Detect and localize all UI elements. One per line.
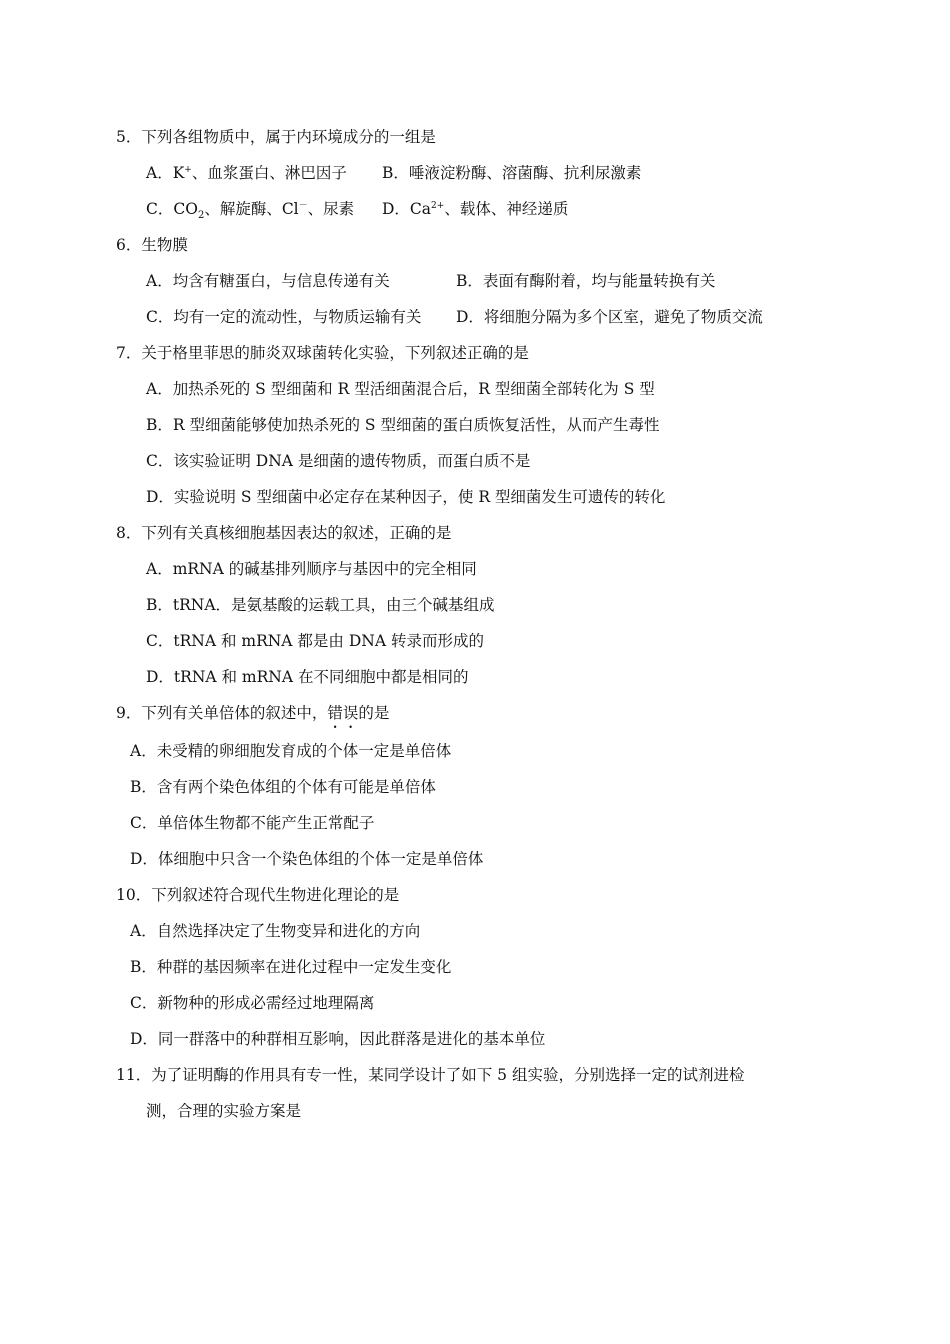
question-7-option-a: A．加热杀死的 S 型细菌和 R 型活细菌混合后，R 型细菌全部转化为 S 型 xyxy=(146,380,655,398)
question-9-option-b: B．含有两个染色体组的个体有可能是单倍体 xyxy=(130,778,436,796)
question-8-option-a: A．mRNA 的碱基排列顺序与基因中的完全相同 xyxy=(146,560,477,578)
question-6-stem: 6．生物膜 xyxy=(116,236,188,254)
question-10-option-d: D．同一群落中的种群相互影响，因此群落是进化的基本单位 xyxy=(130,1030,546,1048)
emphasis-char: 误 xyxy=(342,704,359,722)
question-10-stem: 10．下列叙述符合现代生物进化理论的是 xyxy=(116,886,400,904)
question-6-option-a: A．均含有糖蛋白，与信息传递有关 xyxy=(146,272,390,290)
question-5-option-b: B．唾液淀粉酶、溶菌酶、抗利尿激素 xyxy=(382,164,642,182)
question-10-option-b: B．种群的基因频率在进化过程中一定发生变化 xyxy=(130,958,452,976)
question-9-option-d: D．体细胞中只含一个染色体组的个体一定是单倍体 xyxy=(130,850,484,868)
question-8-stem: 8．下列有关真核细胞基因表达的叙述，正确的是 xyxy=(116,524,452,542)
question-11-stem-continued: 测，合理的实验方案是 xyxy=(146,1102,302,1120)
question-5-option-c: C．$CO_2$、解旋酶、Cl－、尿素 xyxy=(146,200,355,222)
question-6-option-d: D．将细胞分隔为多个区室，避免了物质交流 xyxy=(456,308,763,326)
question-7-option-b: B．R 型细菌能够使加热杀死的 S 型细菌的蛋白质恢复活性，从而产生毒性 xyxy=(146,416,660,434)
question-11-stem: 11．为了证明酶的作用具有专一性，某同学设计了如下 5 组实验，分别选择一定的试剂进检 xyxy=(116,1066,745,1084)
question-8-option-c: C．tRNA 和 mRNA 都是由 DNA 转录而形成的 xyxy=(146,632,484,650)
question-7-option-c: C．该实验证明 DNA 是细菌的遗传物质，而蛋白质不是 xyxy=(146,452,531,470)
question-5-stem: 5．下列各组物质中，属于内环境成分的一组是 xyxy=(116,128,436,146)
question-10-option-a: A．自然选择决定了生物变异和进化的方向 xyxy=(130,922,421,940)
question-6-option-b: B．表面有酶附着，均与能量转换有关 xyxy=(456,272,716,290)
question-9-stem: 9．下列有关单倍体的叙述中，错误的是 xyxy=(116,704,390,722)
question-9-option-c: C．单倍体生物都不能产生正常配子 xyxy=(130,814,375,832)
question-7-option-d: D．实验说明 S 型细菌中必定存在某种因子，使 R 型细菌发生可遗传的转化 xyxy=(146,488,666,506)
question-6-option-c: C．均有一定的流动性，与物质运输有关 xyxy=(146,308,422,326)
question-8-option-d: D．tRNA 和 mRNA 在不同细胞中都是相同的 xyxy=(146,668,469,686)
question-5-option-d: D．$Ca^{2+}$、载体、神经递质 xyxy=(382,200,569,218)
question-7-stem: 7．关于格里菲思的肺炎双球菌转化实验，下列叙述正确的是 xyxy=(116,344,529,362)
question-9-option-a: A．未受精的卵细胞发育成的个体一定是单倍体 xyxy=(130,742,452,760)
emphasis-char: 错 xyxy=(327,704,343,722)
question-5-option-a: A．K+、血浆蛋白、淋巴因子 xyxy=(146,164,347,182)
question-8-option-b: B．tRNA．是氨基酸的运载工具，由三个碱基组成 xyxy=(146,596,495,614)
question-10-option-c: C．新物种的形成必需经过地理隔离 xyxy=(130,994,375,1012)
